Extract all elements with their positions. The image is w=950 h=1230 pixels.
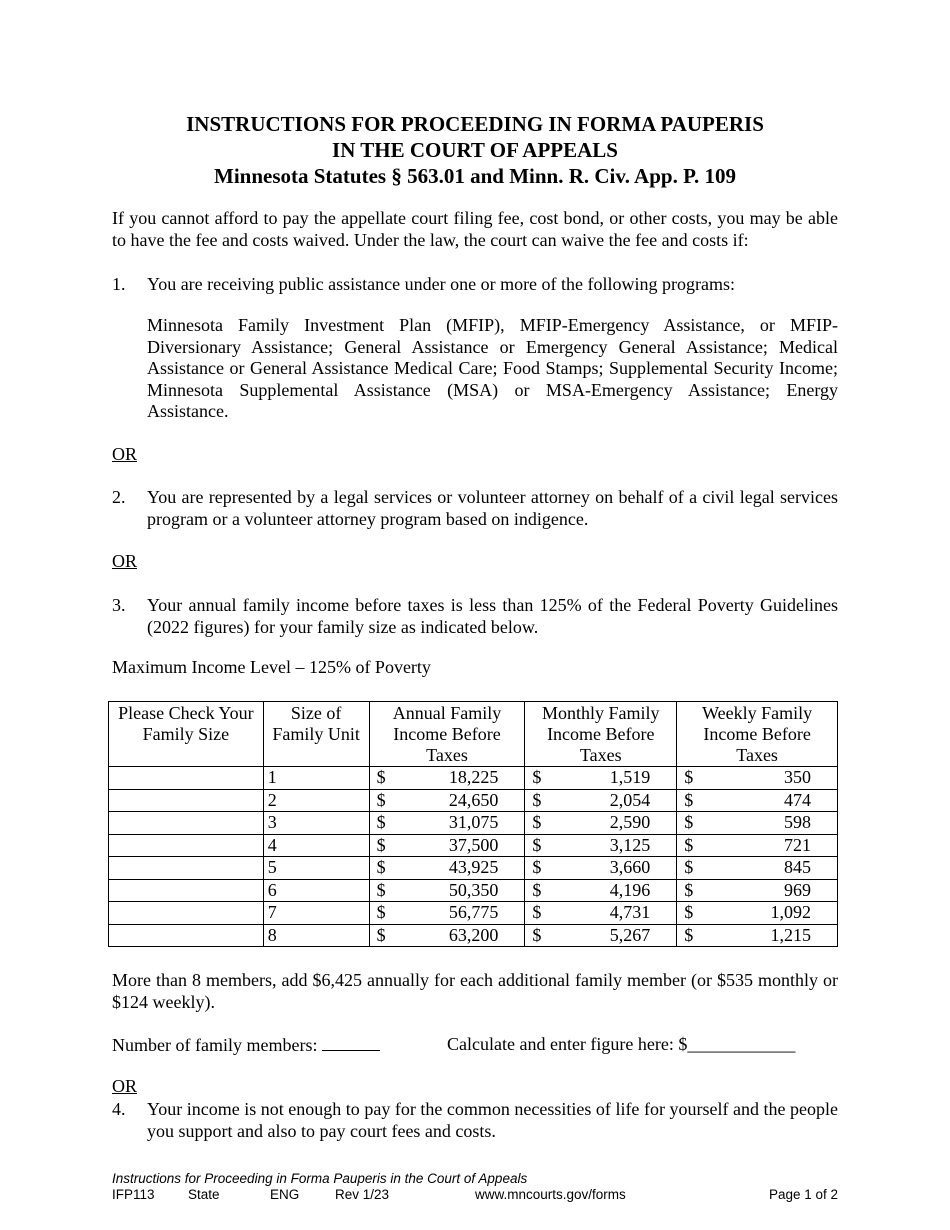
currency-symbol: $ <box>532 902 542 923</box>
monthly-income-cell <box>525 812 677 835</box>
programs-list: Minnesota Family Investment Plan (MFIP), MFIP-Emergency Assistance, or MFIP-Diversionary Assistance; General Assistance or Emergency General Assistance; Medical Assistance or General Assistance Medical Care; Food Stamps; Supplemental Security Income; Minnesota Supplemental Assistance (MSA) or MSA-Emergency Assistance; Energy Assistance. <box>147 315 838 421</box>
annual-income-value: 24,650 <box>448 789 499 810</box>
family-size-cell: 4 <box>263 834 369 857</box>
annual-income-cell <box>369 902 525 925</box>
family-size-cell: 7 <box>263 902 369 925</box>
family-members-input[interactable] <box>322 1034 380 1051</box>
footer-language: ENG <box>270 1187 300 1202</box>
weekly-income-cell <box>677 902 838 925</box>
family-size-checkbox-cell[interactable] <box>109 857 264 880</box>
currency-symbol: $ <box>532 857 542 878</box>
weekly-income-value: 598 <box>784 812 811 833</box>
annual-income-cell <box>369 879 525 902</box>
annual-income-cell <box>369 812 525 835</box>
family-size-cell: 2 <box>263 789 369 812</box>
weekly-income-value: 969 <box>784 879 811 900</box>
or-divider-3: OR <box>112 1076 138 1096</box>
annual-income-value: 50,350 <box>448 879 499 900</box>
monthly-income-cell <box>525 924 677 947</box>
currency-symbol: $ <box>684 812 694 833</box>
weekly-income-value: 1,215 <box>770 924 811 945</box>
weekly-income-value: 845 <box>784 857 811 878</box>
document-title <box>0 111 950 189</box>
item-number: 3. <box>112 595 126 615</box>
item-number: 4. <box>112 1099 126 1119</box>
header-weekly-income: Weekly Family Income Before Taxes <box>677 702 838 767</box>
title-line-1: INSTRUCTIONS FOR PROCEEDING IN FORMA PAUPERIS <box>186 112 764 136</box>
weekly-income-cell <box>677 767 838 790</box>
title-line-2: IN THE COURT OF APPEALS <box>332 138 618 162</box>
currency-symbol: $ <box>532 812 542 833</box>
annual-income-value: 31,075 <box>448 812 499 833</box>
weekly-income-cell <box>677 924 838 947</box>
family-size-cell: 1 <box>263 767 369 790</box>
currency-symbol: $ <box>532 834 542 855</box>
or-divider-2: OR <box>112 551 138 571</box>
footer-revision: Rev 1/23 <box>335 1187 390 1202</box>
monthly-income-value: 4,196 <box>609 879 651 900</box>
currency-symbol: $ <box>532 924 542 945</box>
family-size-checkbox-cell[interactable] <box>109 924 264 947</box>
weekly-income-cell <box>677 879 838 902</box>
table-row <box>109 834 838 857</box>
family-size-checkbox-cell[interactable] <box>109 789 264 812</box>
weekly-income-cell <box>677 857 838 880</box>
monthly-income-value: 2,590 <box>609 812 651 833</box>
currency-symbol: $ <box>684 857 694 878</box>
annual-income-value: 18,225 <box>448 767 499 788</box>
item-text: You are represented by a legal services or volunteer attorney on behalf of a civil legal services program or a volunteer attorney program based on indigence. <box>147 487 838 529</box>
table-header-row <box>109 702 838 767</box>
table-row <box>109 789 838 812</box>
family-size-checkbox-cell[interactable] <box>109 812 264 835</box>
title-line-3: Minnesota Statutes § 563.01 and Minn. R. Civ. App. P. 109 <box>214 164 736 188</box>
additional-members-note: More than 8 members, add $6,425 annually for each additional family member (or $535 monthly or $124 weekly). <box>112 970 838 1012</box>
monthly-income-value: 4,731 <box>609 902 651 923</box>
table-row <box>109 924 838 947</box>
item-text: You are receiving public assistance under one or more of the following programs: <box>147 274 736 294</box>
weekly-income-value: 721 <box>784 834 811 855</box>
monthly-income-cell <box>525 879 677 902</box>
monthly-income-cell <box>525 857 677 880</box>
item-text: Your income is not enough to pay for the common necessities of life for yourself and the people you support and also to pay court fees and costs. <box>147 1099 838 1141</box>
weekly-income-value: 474 <box>784 789 811 810</box>
annual-income-cell <box>369 924 525 947</box>
monthly-income-cell <box>525 767 677 790</box>
income-table <box>108 701 838 947</box>
weekly-income-cell <box>677 789 838 812</box>
item-number: 1. <box>112 274 126 294</box>
family-size-checkbox-cell[interactable] <box>109 767 264 790</box>
currency-symbol: $ <box>532 879 542 900</box>
annual-income-value: 56,775 <box>448 902 499 923</box>
family-size-cell: 8 <box>263 924 369 947</box>
header-annual-income: Annual Family Income Before Taxes <box>369 702 525 767</box>
currency-symbol: $ <box>376 924 386 945</box>
currency-symbol: $ <box>376 767 386 788</box>
weekly-income-value: 1,092 <box>770 902 811 923</box>
currency-symbol: $ <box>376 857 386 878</box>
family-size-checkbox-cell[interactable] <box>109 902 264 925</box>
family-size-checkbox-cell[interactable] <box>109 834 264 857</box>
currency-symbol: $ <box>532 767 542 788</box>
weekly-income-value: 350 <box>784 767 811 788</box>
currency-symbol: $ <box>376 902 386 923</box>
currency-symbol: $ <box>684 789 694 810</box>
table-row <box>109 902 838 925</box>
currency-symbol: $ <box>684 924 694 945</box>
item-number: 2. <box>112 487 126 507</box>
footer-doc-title: Instructions for Proceeding in Forma Pauperis in the Court of Appeals <box>112 1171 528 1186</box>
currency-symbol: $ <box>684 767 694 788</box>
currency-symbol: $ <box>684 902 694 923</box>
currency-symbol: $ <box>684 834 694 855</box>
currency-symbol: $ <box>684 879 694 900</box>
intro-paragraph: If you cannot afford to pay the appellate court filing fee, cost bond, or other costs, you may be able to have the fee and costs waived. Under the law, the court can waive the fee and costs if: <box>112 208 838 250</box>
annual-income-value: 43,925 <box>448 857 499 878</box>
monthly-income-value: 3,125 <box>609 834 651 855</box>
monthly-income-value: 5,267 <box>609 924 651 945</box>
header-size-of-family-unit: Size of Family Unit <box>263 702 369 767</box>
or-divider-1: OR <box>112 444 138 464</box>
footer-jurisdiction: State <box>188 1187 220 1202</box>
weekly-income-cell <box>677 812 838 835</box>
table-row <box>109 857 838 880</box>
currency-symbol: $ <box>376 879 386 900</box>
header-monthly-income: Monthly Family Income Before Taxes <box>525 702 677 767</box>
family-members-label: Number of family members: <box>112 1035 318 1055</box>
family-size-cell: 3 <box>263 812 369 835</box>
calculate-figure-field[interactable]: Calculate and enter figure here: $____________ <box>447 1034 796 1054</box>
monthly-income-cell <box>525 789 677 812</box>
table-caption: Maximum Income Level – 125% of Poverty <box>112 657 431 677</box>
table-row <box>109 767 838 790</box>
family-size-checkbox-cell[interactable] <box>109 879 264 902</box>
weekly-income-cell <box>677 834 838 857</box>
footer-url[interactable]: www.mncourts.gov/forms <box>475 1187 626 1202</box>
annual-income-value: 63,200 <box>448 924 499 945</box>
table-row <box>109 812 838 835</box>
currency-symbol: $ <box>532 789 542 810</box>
annual-income-cell <box>369 767 525 790</box>
annual-income-cell <box>369 789 525 812</box>
item-text: Your annual family income before taxes is less than 125% of the Federal Poverty Guidelines (2022 figures) for your family size as indicated below. <box>147 595 838 637</box>
family-size-cell: 5 <box>263 857 369 880</box>
monthly-income-value: 2,054 <box>609 789 651 810</box>
monthly-income-cell <box>525 902 677 925</box>
family-size-cell: 6 <box>263 879 369 902</box>
header-check-family-size: Please Check Your Family Size <box>109 702 264 767</box>
footer-page-number: Page 1 of 2 <box>768 1187 838 1202</box>
monthly-income-value: 1,519 <box>609 767 651 788</box>
currency-symbol: $ <box>376 812 386 833</box>
monthly-income-value: 3,660 <box>609 857 651 878</box>
annual-income-cell <box>369 857 525 880</box>
annual-income-value: 37,500 <box>448 834 499 855</box>
currency-symbol: $ <box>376 789 386 810</box>
annual-income-cell <box>369 834 525 857</box>
currency-symbol: $ <box>376 834 386 855</box>
footer-form-id: IFP113 <box>112 1187 155 1202</box>
table-row <box>109 879 838 902</box>
monthly-income-cell <box>525 834 677 857</box>
